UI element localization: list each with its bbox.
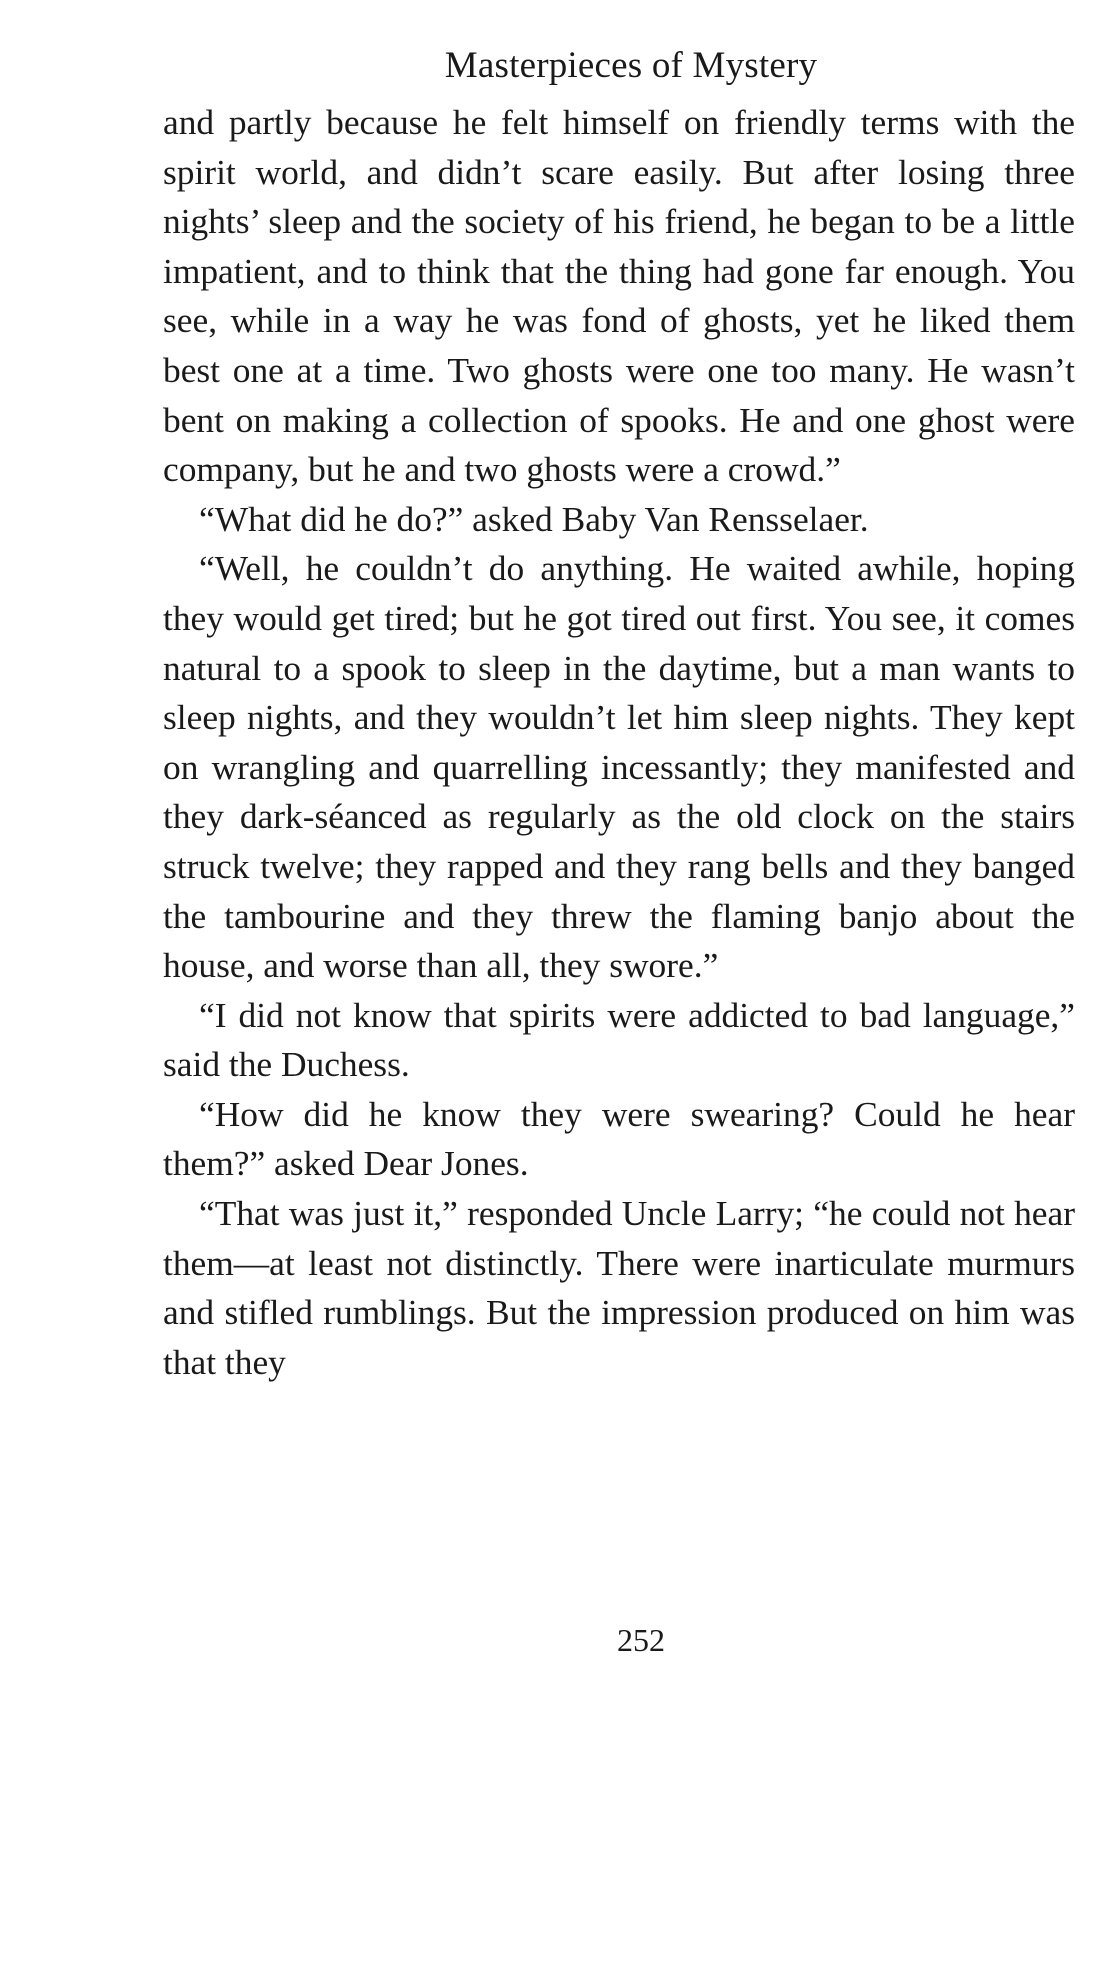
page-number: 252 xyxy=(617,1622,665,1658)
paragraph-baby-question: “What did he do?” asked Baby Van Rensselaer. xyxy=(199,498,869,539)
paragraph-dear-jones-question: “How did he know they were swearing? Could he hear them?” asked Dear Jones. xyxy=(163,1093,1075,1184)
paragraph-continuation: and partly because he felt himself on friendly terms with the spirit world, and didn’t scare easily. But after losing three nights’ sleep and the society of his friend, he began to be a little impatient, and to think that the thing had gone far enough. You see, while in a way he was fond of ghosts, yet he liked them best one at a time. Two ghosts were one too many. He wasn’t bent on making a collection of spooks. He and one ghost were company, but he and two ghosts were a crowd.” xyxy=(163,102,1075,490)
paragraph-uncle-larry-response: “That was just it,” responded Uncle Larry; “he could not hear them—at least not distinctly. There were inarticulate murmurs and stifled rumblings. But the impression produced on him was that they xyxy=(163,1193,1075,1382)
paragraph-duchess-remark: “I did not know that spirits were addicted to bad language,” said the Duchess. xyxy=(163,994,1075,1085)
book-page xyxy=(163,36,1075,1387)
body-text xyxy=(163,98,1075,1387)
paragraph-uncle-larry-story: “Well, he couldn’t do anything. He waited awhile, hoping they would get tired; but he got tired out first. You see, it comes natural to a spook to sleep in the daytime, but a man wants to sleep nights, and they wouldn’t let him sleep nights. They kept on wrangling and quarrelling incessantly; they manifested and they dark-séanced as regularly as the old clock on the stairs struck twelve; they rapped and they rang bells and they banged the tambourine and they threw the flaming banjo about the house, and worse than all, they swore.” xyxy=(163,548,1075,986)
running-head: Masterpieces of Mystery xyxy=(444,45,818,86)
